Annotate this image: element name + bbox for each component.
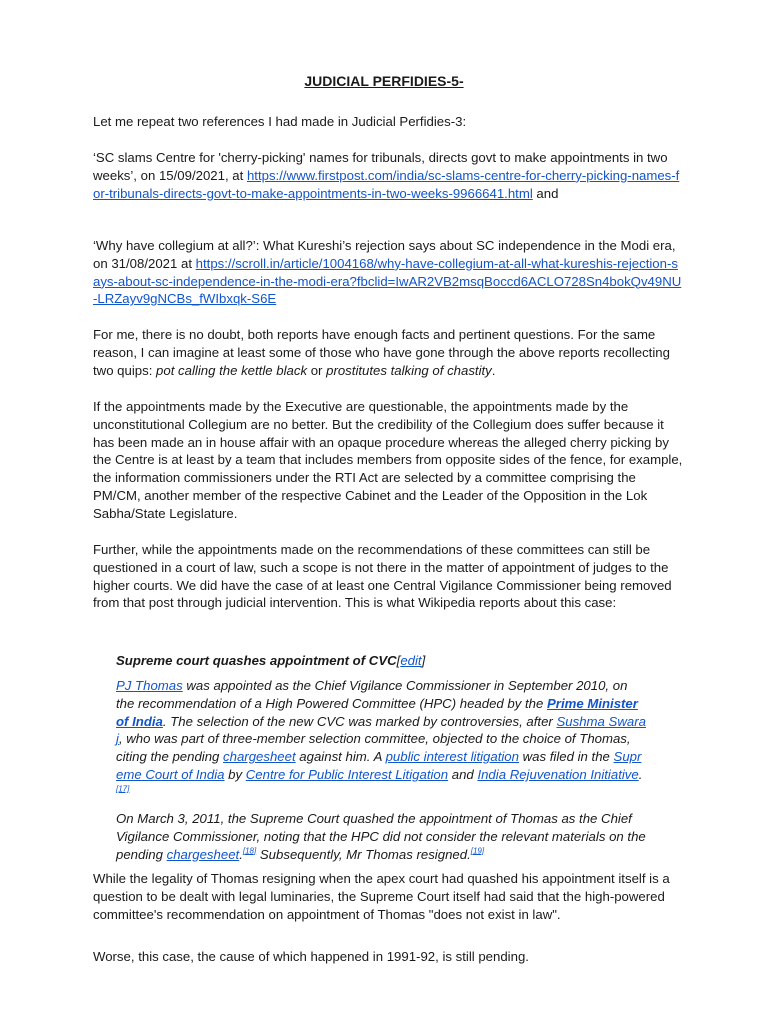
quote-text: was filed in the xyxy=(518,749,614,765)
wiki-quote-paragraph-1 xyxy=(116,677,648,802)
quote-text: On March 3, 2011, the Supreme Court quashed the appointment of Thomas as the Chief Vigilance Commissioner, noting that the HPC did not consider the relevant materials on the pending xyxy=(116,811,646,862)
legality-paragraph: While the legality of Thomas resigning when the apex court had quashed his appointment itself is a question to be dealt with legal luminaries, the Supreme Court itself had said that the high-powered committee's recommendation on appointment of Thomas "does not exist in law". xyxy=(93,871,670,922)
wiki-quote-heading xyxy=(116,652,648,670)
page-title: JUDICIAL PERFIDIES-5- xyxy=(304,73,464,89)
quote-text: was appointed as the Chief Vigilance Commissioner in September 2010, on the recommendation of a High Powered Committee (HPC) headed by the xyxy=(116,678,628,711)
committees-paragraph: Further, while the appointments made on the recommendations of these committees can still be questioned in a court of law, such a scope is not there in the matter of appointment of judges to the higher courts. We did have the case of at least one Central Vigilance Commissioner being removed from that post through judicial intervention. This is what Wikipedia reports about this case: xyxy=(93,542,672,611)
reference-2-text: ‘Why have collegium at all?’: What Kureshi’s rejection says about SC independence in the Modi era, on 31/08/2021 at xyxy=(93,238,676,271)
cpil-link[interactable]: Centre for Public Interest Litigation xyxy=(245,766,449,782)
edit-bracket-close: ] xyxy=(421,653,426,668)
edit-bracket-open: [ xyxy=(396,653,401,668)
iri-link[interactable]: India Rejuvenation Initiative xyxy=(477,766,639,782)
quote-text: against him. A xyxy=(295,749,386,765)
reference-1-text: ‘SC slams Centre for 'cherry-picking' names for tribunals, directs govt to make appointments in two weeks’, on 15/09/2021, at xyxy=(93,150,668,183)
quote-text: by xyxy=(224,766,246,782)
sushma-swaraj-link[interactable]: Sushma Swaraj xyxy=(116,713,646,747)
wiki-quote-paragraph-2 xyxy=(116,810,648,863)
quote-text: . The selection of the new CVC was marked by controversies, after xyxy=(162,713,557,729)
quip-1: pot calling the kettle black xyxy=(156,362,308,378)
collegium-paragraph: If the appointments made by the Executive are questionable, the appointments made by the unconstitutional Collegium are no better. But the credibility of the Collegium does suffer because it has been made an in house affair with an opaque procedure whereas the alleged cherry picking by the Centre is at least by a team that includes members from opposite sides of the fence, for example, the information commissioners under the RTI Act are selected by a committee comprising the PM/CM, another member of the respective Cabinet and the Leader of the Opposition in the Lok Sabha/State Legislature. xyxy=(93,399,683,521)
chargesheet-link[interactable]: chargesheet xyxy=(223,749,296,765)
quote-text: . xyxy=(638,766,643,782)
reference-1-link[interactable]: https://www.firstpost.com/india/sc-slams-centre-for-cherry-picking-names-for-tribunals-directs-govt-to-make-appointments-in-two-weeks-9966641.html xyxy=(93,167,680,201)
ref-18-link[interactable]: [18] xyxy=(242,846,257,856)
pj-thomas-link[interactable]: PJ Thomas xyxy=(116,678,183,693)
edit-link[interactable]: edit xyxy=(400,653,422,668)
quip-2: prostitutes talking of chastity xyxy=(326,362,492,378)
quips-or: or xyxy=(307,362,327,378)
quote-text: Subsequently, Mr Thomas resigned. xyxy=(256,846,471,862)
reference-1-after: and xyxy=(532,185,559,201)
pending-paragraph: Worse, this case, the cause of which happened in 1991-92, is still pending. xyxy=(93,949,529,964)
quips-text: For me, there is no doubt, both reports have enough facts and pertinent questions. For the same reason, I can imagine at least some of those who have gone through the above reports recollecting two quips: xyxy=(93,327,670,378)
ref-19-link[interactable]: [19] xyxy=(470,846,485,856)
prime-minister-link[interactable]: Prime Minister of India xyxy=(116,695,638,729)
quips-end: . xyxy=(491,362,496,378)
quote-text: . xyxy=(239,846,243,862)
chargesheet-link-2[interactable]: chargesheet xyxy=(166,846,240,862)
intro-paragraph: Let me repeat two references I had made in Judicial Perfidies-3: xyxy=(93,114,467,129)
pil-link[interactable]: public interest litigation xyxy=(385,749,519,765)
quote-text: , who was part of three-member selection committee, objected to the choice of Thomas, citing the pending xyxy=(116,731,631,765)
reference-2-link[interactable]: https://scroll.in/article/1004168/why-have-collegium-at-all-what-kureshis-rejection-says-about-sc-independence-in-the-modi-era?fbclid=IwAR2VB2msqBoccd6ACLO728Sn4bokQv49NU-LRZayv9gNCBs_fWIbxqk-S6E xyxy=(93,255,682,307)
supreme-court-link[interactable]: Supreme Court of India xyxy=(116,749,642,782)
quote-text: and xyxy=(448,766,478,782)
ref-17-link[interactable]: [17] xyxy=(116,784,130,794)
reference-2-paragraph xyxy=(93,237,683,308)
wiki-quote-heading-text: Supreme court quashes appointment of CVC xyxy=(116,653,397,668)
reference-1-paragraph xyxy=(93,149,683,202)
quips-paragraph xyxy=(93,326,683,379)
